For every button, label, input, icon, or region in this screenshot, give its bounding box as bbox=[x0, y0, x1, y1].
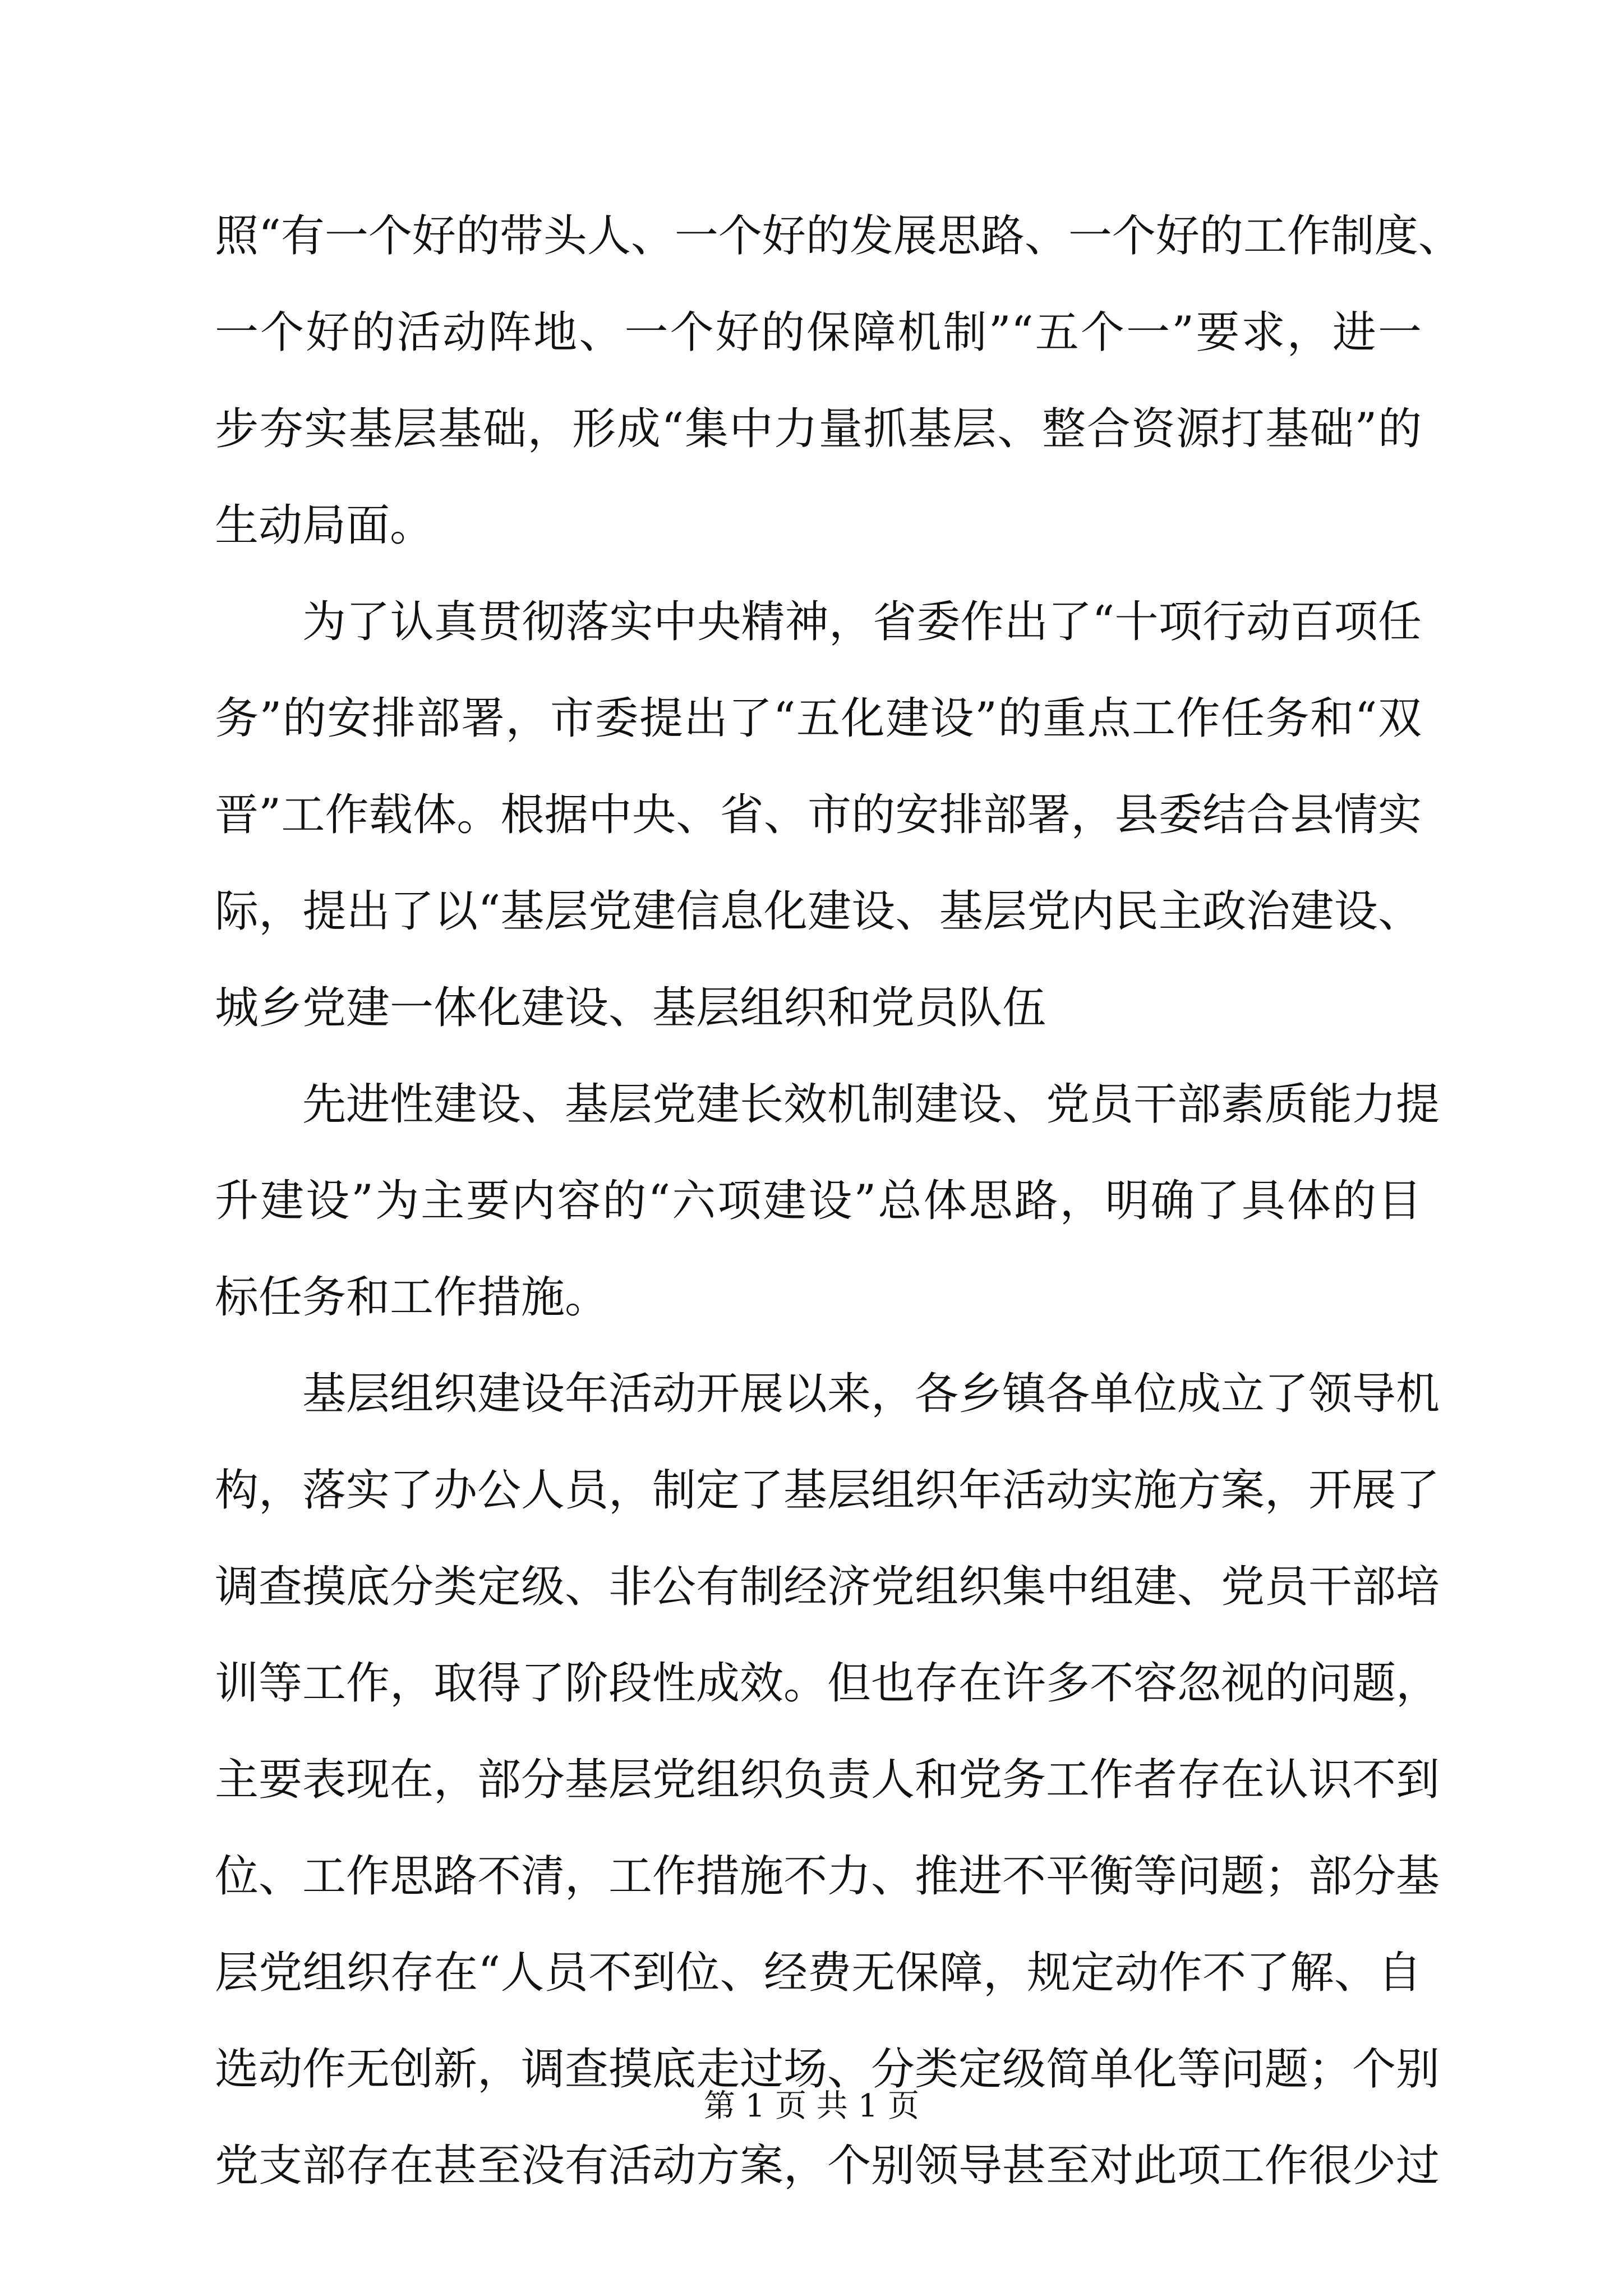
text-line: 位、工作思路不清，工作措施不力、推进不平衡等问题；部分基 bbox=[215, 1851, 1440, 1902]
text-line: 照“有一个好的带头人、一个好的发展思路、一个好的工作制度、 bbox=[215, 211, 1462, 261]
page-footer bbox=[0, 2084, 1623, 2129]
text-line: 主要表现在，部分基层党组织负责人和党务工作者存在认识不到 bbox=[215, 1755, 1440, 1805]
paragraph-first-line: 基层组织建设年活动开展以来，各乡镇各单位成立了领导机 bbox=[302, 1369, 1440, 1419]
text-line: 调查摸底分类定级、非公有制经济党组织集中组建、党员干部培 bbox=[215, 1562, 1440, 1612]
text-line: 晋”工作载体。根据中央、省、市的安排部署，县委结合县情实 bbox=[215, 790, 1422, 840]
text-line: 训等工作，取得了阶段性成效。但也存在许多不容忽视的问题， bbox=[215, 1658, 1440, 1709]
text-line: 层党组织存在“人员不到位、经费无保障，规定动作不了解、自 bbox=[215, 1948, 1422, 1998]
paragraph-first-line: 先进性建设、基层党建长效机制建设、党员干部素质能力提 bbox=[302, 1079, 1440, 1130]
document-body bbox=[215, 188, 1462, 2214]
text-line: 务”的安排部署，市委提出了“五化建设”的重点工作任务和“双 bbox=[215, 693, 1422, 744]
text-line: 升建设”为主要内容的“六项建设”总体思路，明确了具体的目 bbox=[215, 1176, 1422, 1226]
text-line: 际，提出了以“基层党建信息化建设、基层党内民主政治建设、 bbox=[215, 886, 1422, 937]
text-line: 选动作无创新，调查摸底走过场、分类定级简单化等问题；个别 bbox=[215, 2044, 1440, 2095]
page-number-label: 第 1 页 共 1 页 bbox=[703, 2088, 920, 2124]
text-line: 城乡党建一体化建设、基层组织和党员队伍 bbox=[215, 983, 1046, 1033]
text-line: 步夯实基层基础，形成“集中力量抓基层、整合资源打基础”的 bbox=[215, 404, 1422, 454]
paragraph-first-line: 为了认真贯彻落实中央精神，省委作出了“十项行动百项任 bbox=[302, 597, 1422, 647]
text-line: 生动局面。 bbox=[215, 500, 434, 551]
text-line: 构，落实了办公人员，制定了基层组织年活动实施方案，开展了 bbox=[215, 1465, 1440, 1516]
text-line: 党支部存在甚至没有活动方案，个别领导甚至对此项工作很少过 bbox=[215, 2141, 1440, 2191]
text-line: 一个好的活动阵地、一个好的保障机制”“五个一”要求，进一 bbox=[215, 307, 1422, 358]
text-line: 标任务和工作措施。 bbox=[215, 1272, 609, 1323]
